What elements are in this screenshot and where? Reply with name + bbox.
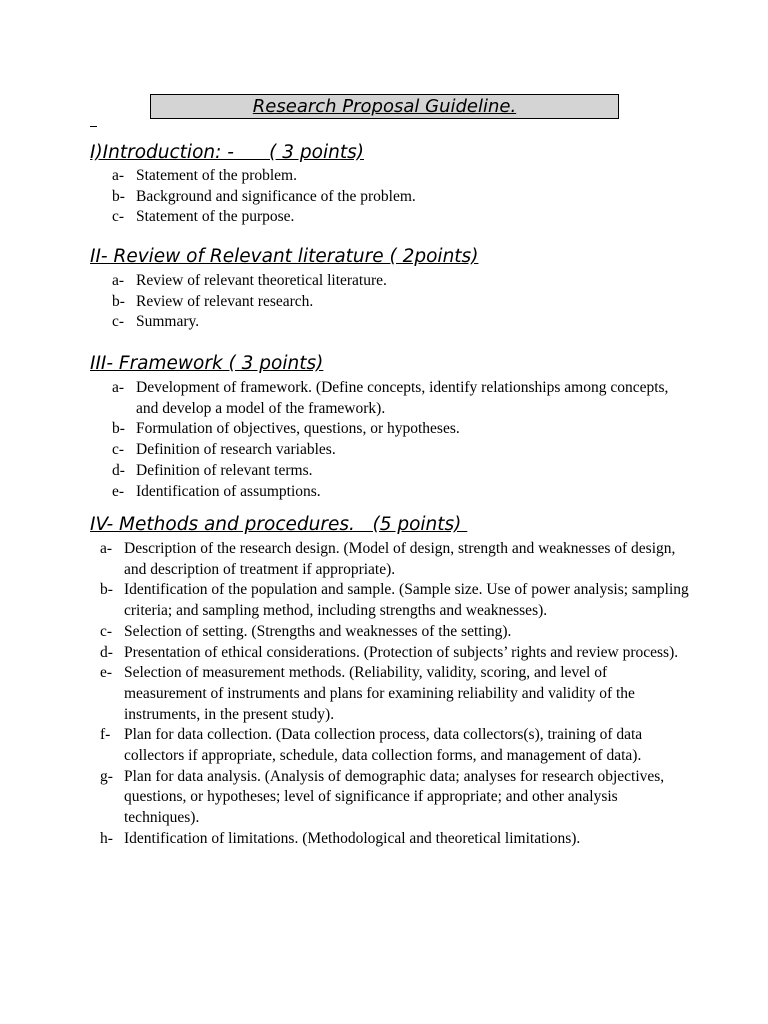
- list-item: [100, 829, 690, 850]
- item-text: Statement of the purpose.: [136, 208, 295, 226]
- item-marker: c-: [112, 313, 125, 331]
- item-marker: d-: [100, 643, 113, 661]
- item-text: Selection of measurement methods. (Reliability, validity, scoring, and level of measurement of instruments and plans for examining reliability and validity of the instruments, in the present study).: [124, 664, 635, 723]
- item-text: Description of the research design. (Model of design, strength and weaknesses of design, and description of treatment if appropriate).: [124, 540, 676, 578]
- item-marker: e-: [100, 664, 113, 682]
- list-item: [100, 622, 690, 643]
- item-marker: h-: [100, 829, 113, 847]
- list-item: [112, 166, 712, 187]
- list-item: [100, 580, 690, 621]
- list-item: [100, 767, 690, 829]
- methods-procedures-list: [100, 539, 690, 850]
- item-text: Plan for data collection. (Data collection process, data collectors(s), training of data collectors if appropriate, schedule, data collection forms, and management of data).: [124, 726, 643, 765]
- list-item: [112, 312, 712, 333]
- item-marker: g-: [100, 767, 113, 785]
- item-text: Background and significance of the problem.: [136, 187, 416, 205]
- list-item: [112, 207, 712, 228]
- item-text: Selection of setting. (Strengths and weaknesses of the setting).: [124, 622, 512, 640]
- item-text: Summary.: [136, 313, 200, 331]
- item-text: Plan for data analysis. (Analysis of demographic data; analyses for research objectives, questions, or hypotheses; level of significance if appropriate; and other analysis techniques).: [124, 767, 665, 827]
- item-marker: c-: [112, 441, 125, 459]
- item-marker: b-: [112, 292, 125, 310]
- list-item: [112, 482, 682, 503]
- list-item: [112, 419, 682, 440]
- item-marker: c-: [100, 622, 113, 640]
- list-item: [112, 292, 712, 313]
- item-marker: b-: [112, 420, 125, 438]
- item-text: Definition of research variables.: [136, 441, 336, 459]
- item-text: Statement of the problem.: [136, 167, 297, 184]
- heading-introduction: I)Introduction: - ( 3 points): [90, 142, 364, 163]
- heading-framework: III- Framework ( 3 points): [90, 353, 324, 374]
- item-marker: a-: [112, 167, 125, 184]
- item-text: Formulation of objectives, questions, or hypotheses.: [136, 420, 460, 438]
- heading-review-literature: II- Review of Relevant literature ( 2points): [90, 246, 479, 267]
- item-text: Identification of the population and sample. (Sample size. Use of power analysis; sampling criteria; and sampling method, including strengths and weaknesses).: [124, 581, 689, 620]
- item-marker: e-: [112, 482, 125, 500]
- item-marker: a-: [112, 379, 125, 396]
- item-marker: a-: [112, 272, 125, 289]
- item-text: Definition of relevant terms.: [136, 461, 313, 479]
- underline-mark: [90, 126, 97, 127]
- list-item: [112, 378, 682, 419]
- item-marker: c-: [112, 208, 125, 226]
- item-text: Review of relevant theoretical literature.: [136, 272, 387, 289]
- list-item: [112, 271, 712, 292]
- list-item: [100, 643, 690, 664]
- item-text: Identification of assumptions.: [136, 482, 321, 500]
- item-marker: a-: [100, 540, 113, 557]
- introduction-list: [112, 166, 712, 228]
- item-text: Review of relevant research.: [136, 292, 314, 310]
- heading-methods-procedures: IV- Methods and procedures. (5 points): [90, 514, 468, 535]
- item-marker: b-: [100, 581, 113, 599]
- list-item: [100, 663, 690, 725]
- list-item: [112, 187, 712, 208]
- list-item: [112, 461, 682, 482]
- document-title: Research Proposal Guideline.: [150, 94, 619, 119]
- list-item: [100, 725, 690, 766]
- item-text: Development of framework. (Define concepts, identify relationships among concepts, and develop a model of the framework).: [136, 379, 669, 417]
- list-item: [100, 539, 690, 580]
- framework-list: [112, 378, 682, 502]
- item-marker: b-: [112, 187, 125, 205]
- item-text: Identification of limitations. (Methodological and theoretical limitations).: [124, 829, 581, 847]
- list-item: [112, 440, 682, 461]
- item-marker: d-: [112, 461, 125, 479]
- review-literature-list: [112, 271, 712, 333]
- item-marker: f-: [100, 726, 111, 744]
- item-text: Presentation of ethical considerations. (Protection of subjects’ rights and review process).: [124, 643, 679, 661]
